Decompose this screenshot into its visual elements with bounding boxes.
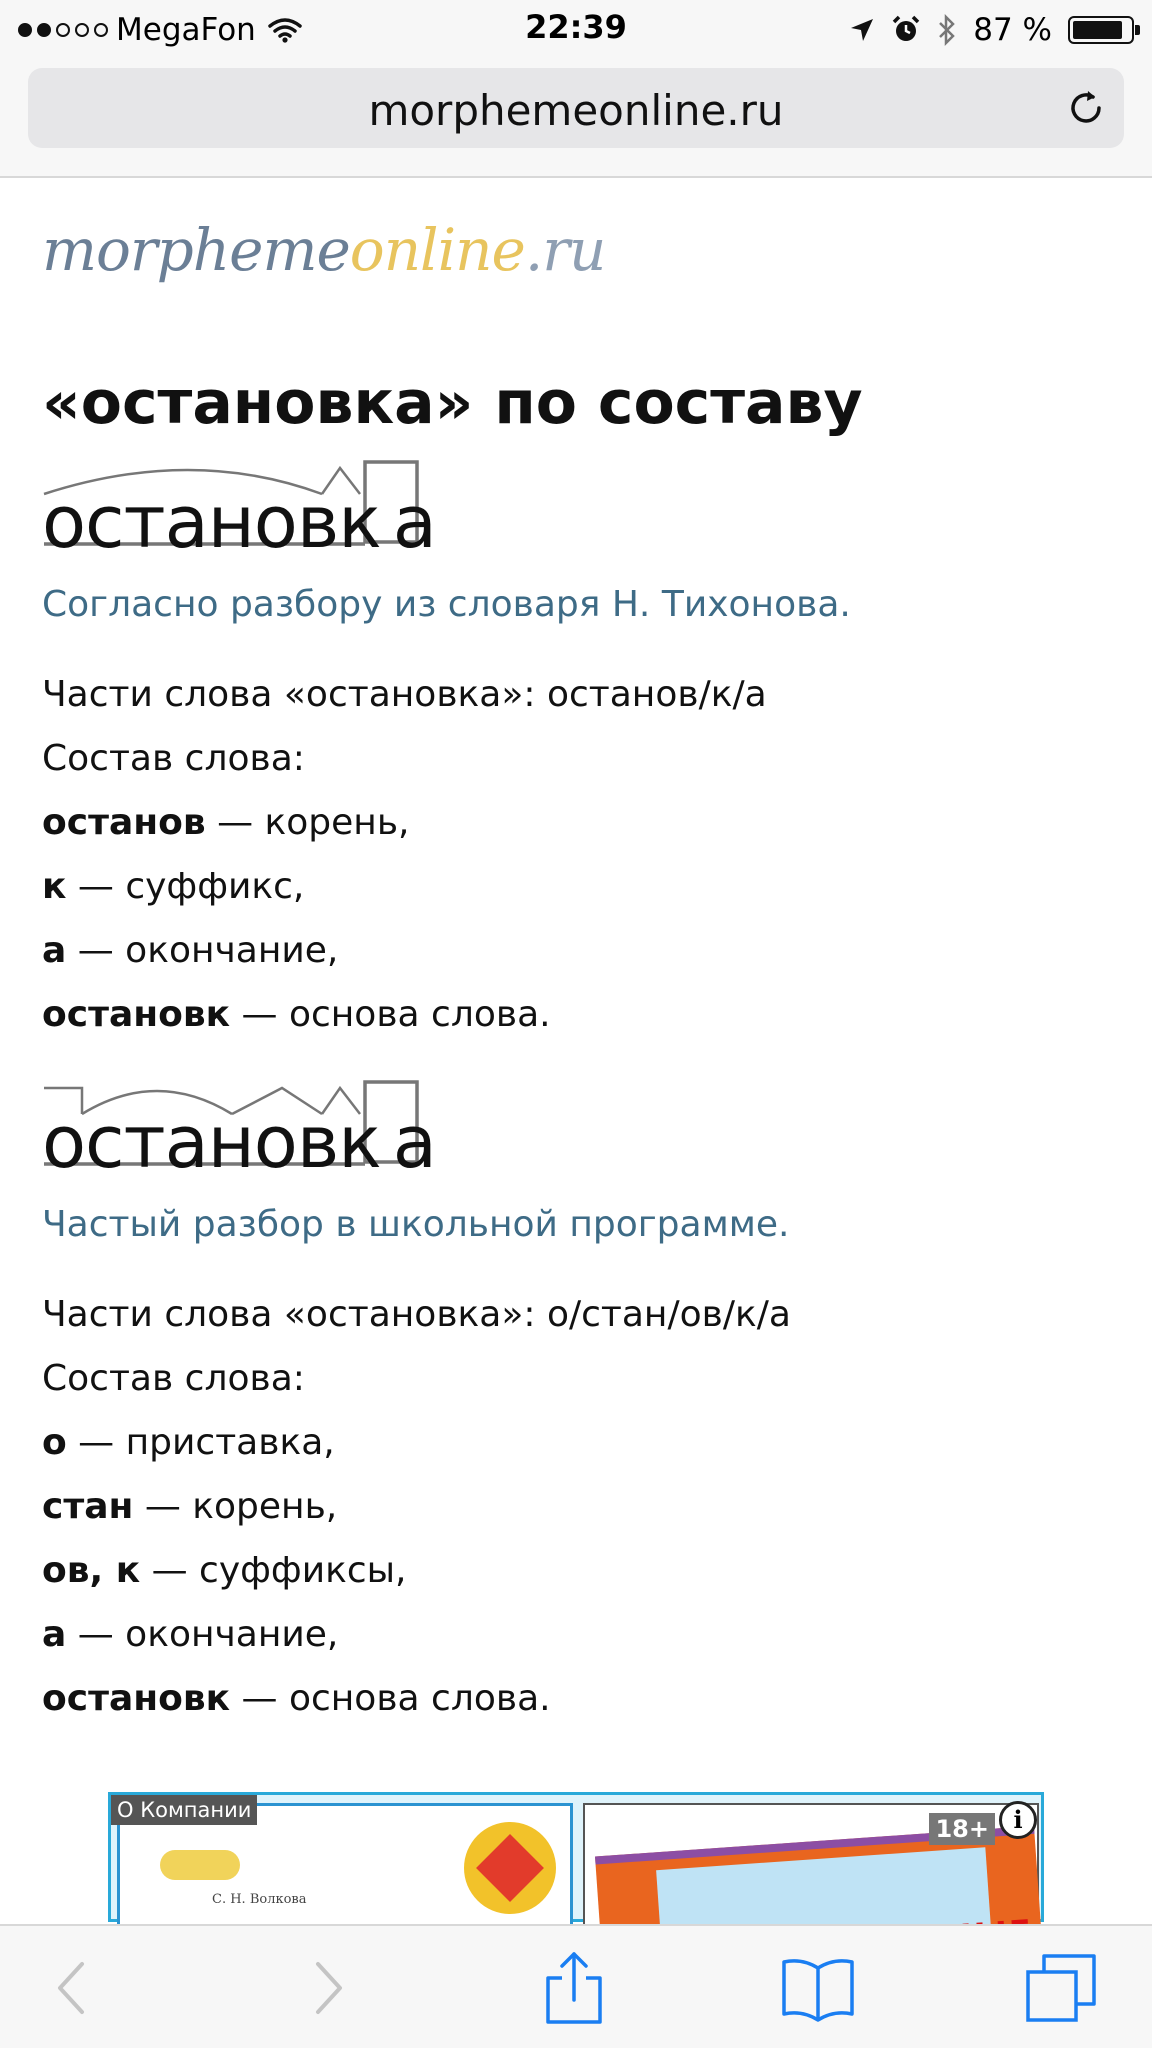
location-arrow-icon [849, 17, 875, 43]
battery-fill [1073, 21, 1122, 39]
url-text: morphemeonline.ru [368, 86, 784, 135]
forward-arrow-icon[interactable] [288, 1948, 368, 2028]
morpheme-item: остановк — основа слова. [42, 994, 551, 1035]
bookmarks-icon[interactable] [778, 1948, 858, 2028]
site-logo[interactable]: morphemeonline.ru [42, 216, 606, 284]
composition-label: Состав слова: [42, 738, 305, 779]
share-icon[interactable] [534, 1948, 614, 2028]
battery-icon [1068, 16, 1134, 44]
school-russia-logo [464, 1822, 556, 1914]
back-arrow-icon[interactable] [32, 1948, 112, 2028]
analyzed-word: остановк а [42, 1100, 436, 1184]
morpheme-item: ов, к — суффиксы, [42, 1550, 407, 1591]
carrier-name: MegaFon [116, 12, 256, 48]
clock: 22:39 [525, 8, 627, 46]
morpheme-item: стан — корень, [42, 1486, 338, 1527]
ad-banner[interactable] [108, 1792, 1044, 1922]
reload-icon[interactable] [1066, 88, 1106, 128]
ad-book-author: С. Н. Волкова [212, 1892, 307, 1907]
parts-line: Части слова «остановка»: о/стан/ов/к/а [42, 1294, 791, 1335]
morpheme-item: к — суффикс, [42, 866, 305, 907]
ad-pill-graphic [160, 1850, 240, 1880]
browser-toolbar [0, 1924, 1152, 2048]
battery-percentage: 87 % [973, 12, 1052, 48]
morpheme-diagram-1 [42, 458, 462, 568]
morpheme-item: о — приставка, [42, 1422, 335, 1463]
alarm-icon [891, 15, 921, 45]
morpheme-item: останов — корень, [42, 802, 410, 843]
url-field[interactable] [28, 68, 1124, 148]
morpheme-item: а — окончание, [42, 930, 339, 971]
ad-company-label[interactable]: О Компании [111, 1795, 257, 1825]
morpheme-diagram-2 [42, 1078, 462, 1188]
source-link-school[interactable]: Частый разбор в школьной программе. [42, 1204, 790, 1245]
browser-address-bar [0, 56, 1152, 178]
composition-label: Состав слова: [42, 1358, 305, 1399]
parts-line: Части слова «остановка»: останов/к/а [42, 674, 767, 715]
morpheme-item: остановк — основа слова. [42, 1678, 551, 1719]
page-title: «остановка» по составу [42, 368, 863, 438]
bluetooth-icon [937, 14, 957, 46]
ad-item-book[interactable] [583, 1803, 1039, 1943]
source-link-tikhonov[interactable]: Согласно разбору из словаря Н. Тихонова. [42, 584, 851, 625]
analyzed-word: остановк а [42, 480, 436, 564]
age-rating-badge: 18+ [929, 1813, 995, 1845]
ad-info-icon[interactable]: i [999, 1801, 1037, 1839]
status-bar [0, 0, 1152, 56]
tabs-icon[interactable] [1022, 1948, 1102, 2028]
morpheme-item: а — окончание, [42, 1614, 339, 1655]
